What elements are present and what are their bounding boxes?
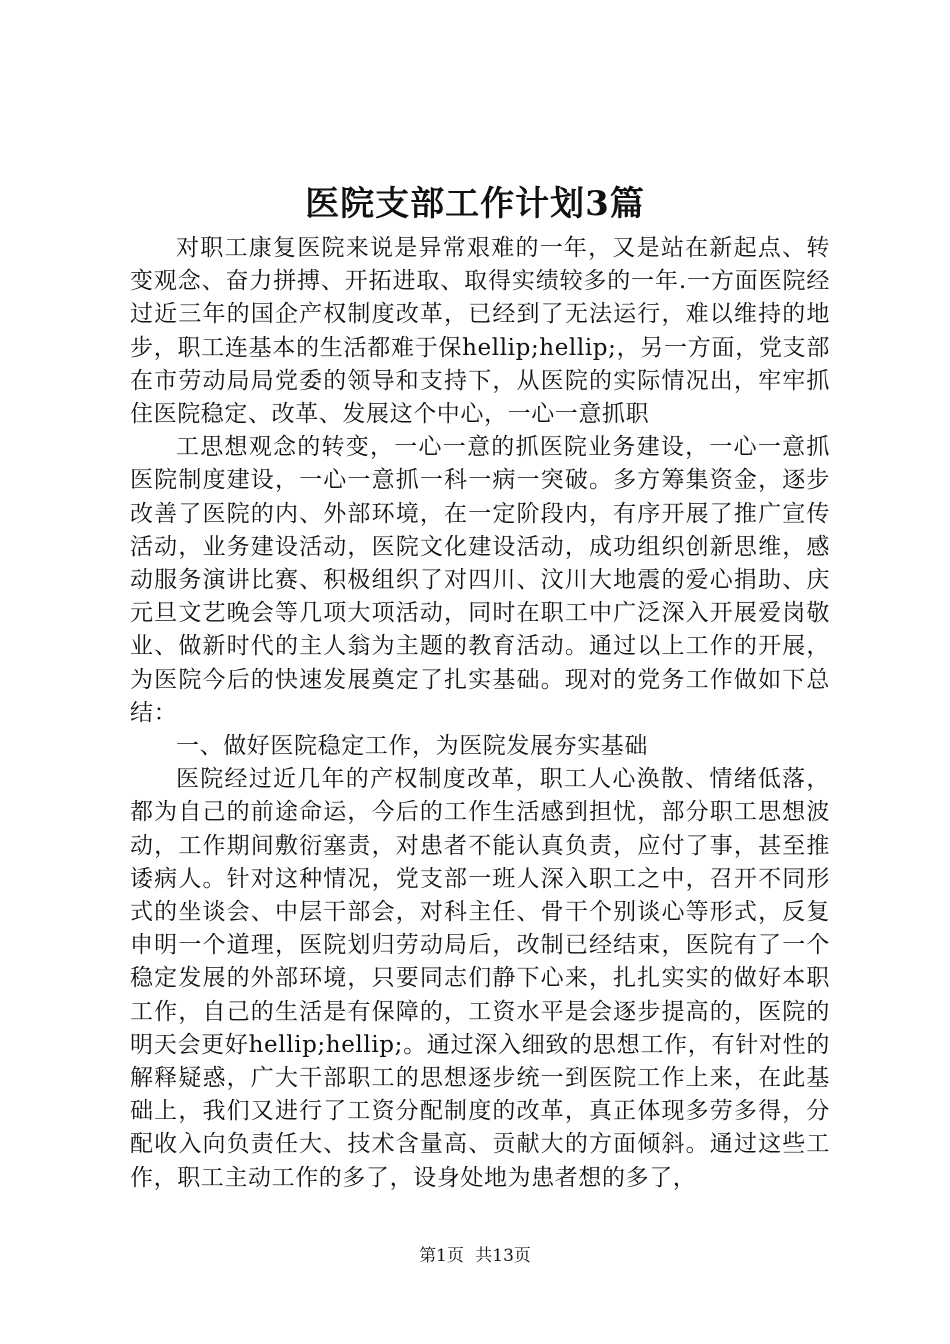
paragraph: 工思想观念的转变，一心一意的抓医院业务建设，一心一意抓医院制度建设，一心一意抓一科一病一突破。多方筹集资金，逐步改善了医院的内、外部环境，在一定阶段内，有序开展了推广宣传活动，业务建设活动，医院文化建设活动，成功组织创新思维，感动服务演讲比赛、积极组织了对四川、汶川大地震的爱心捐助、庆元旦文艺晚会等几项大项活动，同时在职工中广泛深入开展爱岗敬业、做新时代的主人翁为主题的教育活动。通过以上工作的开展，为医院今后的快速发展奠定了扎实基础。现对的党务工作做如下总结： [130,434,830,726]
document-body [130,232,830,1195]
page-total: 共13页 [475,1246,531,1266]
page-number: 第1页 [419,1246,464,1266]
section-heading: 一、做好医院稳定工作，为医院发展夯实基础 [176,733,648,760]
paragraph: 医院经过近几年的产权制度改革，职工人心涣散、情绪低落，都为自己的前途命运，今后的工作生活感到担忧，部分职工思想波动，工作期间敷衍塞责，对患者不能认真负责，应付了事，甚至推诿病人。针对这种情况，党支部一班人深入职工之中，召开不同形式的坐谈会、中层干部会，对科主任、骨干个别谈心等形式，反复申明一个道理，医院划归劳动局后，改制已经结束，医院有了一个稳定发展的外部环境，只要同志们静下心来，扎扎实实的做好本职工作，自己的生活是有保障的，工资水平是会逐步提高的，医院的明天会更好hellip;hellip;。通过深入细致的思想工作，有针对性的解释疑惑，广大干部职工的思想逐步统一到医院工作上来，在此基础上，我们又进行了工资分配制度的改革，真正体现多劳多得，分配收入向负责任大、技术含量高、贡献大的方面倾斜。通过这些工作，职工主动工作的多了，设身处地为患者想的多了， [130,766,830,1191]
page-footer [0,1244,950,1268]
document-title: 医院支部工作计划3篇 [305,184,645,224]
paragraph: 对职工康复医院来说是异常艰难的一年，又是站在新起点、转变观念、奋力拼搏、开拓进取、取得实绩较多的一年.一方面医院经过近三年的国企产权制度改革，已经到了无法运行，难以维持的地步，职工连基本的生活都难于保hellip;hellip;，另一方面，党支部在市劳动局局党委的领导和支持下，从医院的实际情况出，牢牢抓住医院稳定、改革、发展这个中心，一心一意抓职 [130,235,830,428]
